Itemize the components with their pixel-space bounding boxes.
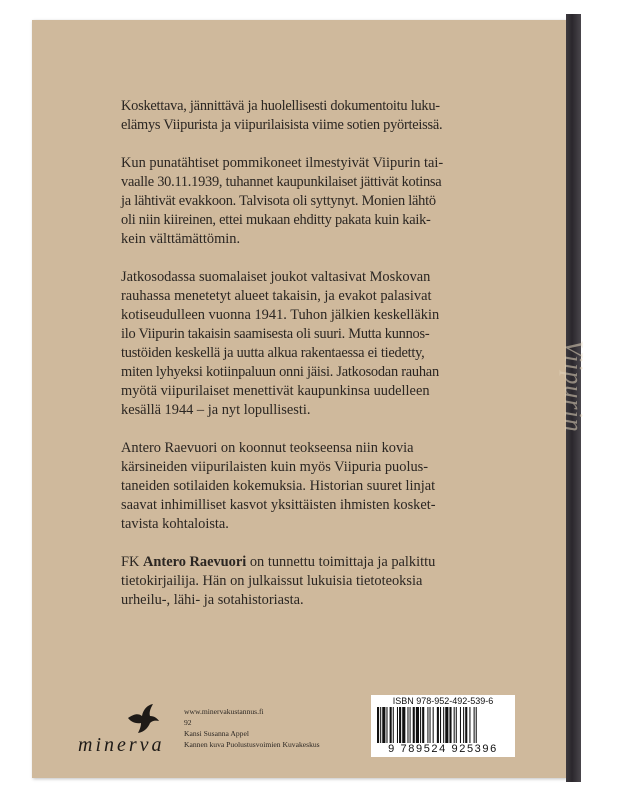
author-bio-line: urheilu-, lähi- ja sotahistoriasta. xyxy=(121,592,304,608)
barcode-bar xyxy=(422,707,424,743)
cover-designer: Kansi Susanna Appel xyxy=(184,729,249,738)
blurb-line: vaalle 30.11.1939, tuhannet kaupunkilaiset jättivät kotinsa xyxy=(121,174,442,190)
blurb-line: kein välttämättömin. xyxy=(121,231,241,247)
barcode-bar xyxy=(456,707,457,743)
blurb-line: Koskettava, jännittävä ja huolellisesti dokumentoitu luku- xyxy=(121,98,440,114)
blurb-line: saavat inhimilliset kasvot yksittäisten ihmisten kosket- xyxy=(121,497,436,513)
barcode-bar xyxy=(437,707,439,743)
blurb-line: elämys Viipurista ja viipurilaisista viime sotien pyörteissä. xyxy=(121,117,443,133)
blurb-line: kärsineiden viipurilaisten kuin myös Viipuria puolus- xyxy=(121,459,429,475)
blurb-line: tavista kohtaloista. xyxy=(121,516,229,532)
barcode-bar xyxy=(427,707,428,743)
blurb-paragraph xyxy=(121,154,506,249)
barcode-bar xyxy=(413,707,415,743)
author-name: Antero Raevuori xyxy=(143,554,247,570)
author-bio-line: tietokirjailija. Hän on julkaissut lukuisia tietoteoksia xyxy=(121,573,423,589)
barcode-bar xyxy=(443,707,444,743)
blurb-paragraph xyxy=(121,268,506,420)
barcode-bar xyxy=(430,707,431,743)
isbn-label: ISBN 978-952-492-539-6 xyxy=(392,696,494,706)
catalog-number: 92 xyxy=(184,718,192,727)
barcode-bar xyxy=(433,707,434,743)
ean-digits: 9 789524 925396 xyxy=(388,743,498,755)
barcode-bar xyxy=(465,707,467,743)
bird-icon xyxy=(126,704,160,734)
spine-title: Viipurin xyxy=(559,340,588,433)
author-degree: FK xyxy=(121,554,143,570)
publisher-name: minerva xyxy=(78,734,165,756)
blurb-line: ilo Viipurin takaisin saamisesta oli suuri. Mutta kunnos- xyxy=(121,326,430,342)
barcode-bar xyxy=(390,707,392,743)
blurb-text xyxy=(121,97,506,629)
blurb-line: Kun punatähtiset pommikoneet ilmestyivät Viipurin tai- xyxy=(121,155,444,171)
barcode-bar xyxy=(382,707,385,743)
barcode-bars xyxy=(377,707,509,743)
publisher-credits xyxy=(184,706,364,750)
blurb-line: rauhassa menetetyt alueet takaisin, ja evakot palasivat xyxy=(121,288,432,304)
barcode-bar xyxy=(460,707,461,743)
barcode-bar xyxy=(380,707,381,743)
barcode-bar xyxy=(420,707,421,743)
blurb-line: ja lähtivät evakkoon. Talvisota oli syttynyt. Monien lähtö xyxy=(121,193,436,209)
blurb-line: kesällä 1944 – ja nyt lopullisesti. xyxy=(121,402,311,418)
blurb-line: myötä viipurilaiset menettivät kaupunkinsa uudelleen xyxy=(121,383,430,399)
author-bio-line: on tunnettu toimittaja ja palkittu xyxy=(246,554,436,570)
barcode-bar xyxy=(377,707,379,743)
barcode-bar xyxy=(407,707,408,743)
blurb-line: oli niin kiireinen, ettei mukaan ehditty pakata kuin kaik- xyxy=(121,212,431,228)
blurb-line: miten lyhyeksi kotiinpaluun onni jäisi. Jatkosodan rauhan xyxy=(121,364,439,380)
blurb-paragraph xyxy=(121,439,506,534)
publisher-logo xyxy=(78,700,178,760)
blurb-line: Jatkosodassa suomalaiset joukot valtasivat Moskovan xyxy=(121,269,431,285)
barcode-bar xyxy=(454,707,455,743)
barcode-bar xyxy=(463,707,464,743)
barcode-bar xyxy=(440,707,441,743)
blurb-paragraph xyxy=(121,97,506,135)
barcode-bar xyxy=(449,707,451,743)
barcode-bar xyxy=(386,707,387,743)
barcode-bar xyxy=(469,707,470,743)
cover-photo-credit: Kannen kuva Puolustusvoimien Kuvakeskus xyxy=(184,740,320,749)
barcode-bar xyxy=(399,707,401,743)
barcode-bar xyxy=(402,707,405,743)
isbn-barcode xyxy=(371,695,515,757)
publisher-website: www.minervakustannus.fi xyxy=(184,707,264,716)
author-bio xyxy=(121,553,506,610)
blurb-line: Antero Raevuori on koonnut teokseensa niin kovia xyxy=(121,440,414,456)
barcode-bar xyxy=(476,707,477,743)
barcode-bar xyxy=(397,707,398,743)
blurb-line: tustöiden keskellä ja uutta alkua rakentaessa ei tiedetty, xyxy=(121,345,425,361)
blurb-line: kotiseudulleen vuonna 1941. Tuhon jälkien keskelläkin xyxy=(121,307,440,323)
barcode-bar xyxy=(416,707,419,743)
barcode-bar xyxy=(445,707,448,743)
barcode-bar xyxy=(393,707,394,743)
barcode-bar xyxy=(410,707,411,743)
blurb-line: taneiden sotilaiden kokemuksia. Historian suuret linjat xyxy=(121,478,436,494)
barcode-bar xyxy=(474,707,475,743)
